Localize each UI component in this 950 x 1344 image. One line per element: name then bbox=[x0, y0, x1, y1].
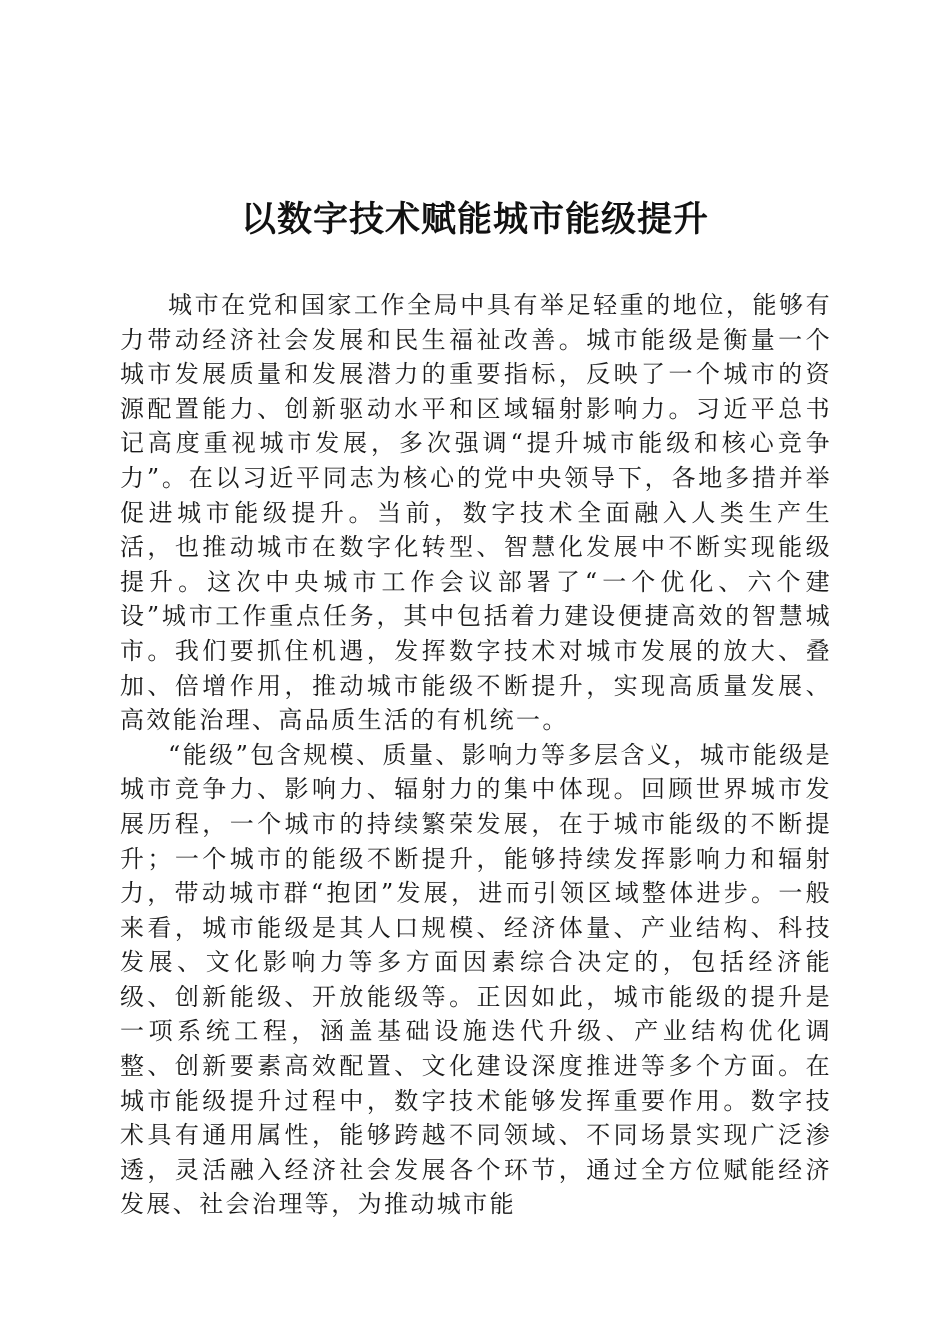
paragraph-2: “能级”包含规模、质量、影响力等多层含义，城市能级是城市竞争力、影响力、辐射力的集中体现。回顾世界城市发展历程，一个城市的持续繁荣发展，在于城市能级的不断提升；一个城市的能级不断提升，能够持续发挥影响力和辐射力，带动城市群“抱团”发展，进而引领区域整体进步。一般来看，城市能级是其人口规模、经济体量、产业结构、科技发展、文化影响力等多方面因素综合决定的，包括经济能级、创新能级、开放能级等。正因如此，城市能级的提升是一项系统工程，涵盖基础设施迭代升级、产业结构优化调整、创新要素高效配置、文化建设深度推进等多个方面。在城市能级提升过程中，数字技术能够发挥重要作用。数字技术具有通用属性，能够跨越不同领域、不同场景实现广泛渗透，灵活融入经济社会发展各个环节，通过全方位赋能经济发展、社会治理等，为推动城市能 bbox=[120, 740, 832, 1219]
document-title: 以数字技术赋能城市能级提升 bbox=[240, 199, 709, 240]
document-body bbox=[120, 288, 832, 1222]
paragraph-1: 城市在党和国家工作全局中具有举足轻重的地位，能够有力带动经济社会发展和民生福祉改善。城市能级是衡量一个城市发展质量和发展潜力的重要指标，反映了一个城市的资源配置能力、创新驱动水平和区域辐射影响力。习近平总书记高度重视城市发展，多次强调“提升城市能级和核心竞争力”。在以习近平同志为核心的党中央领导下，各地多措并举促进城市能级提升。当前，数字技术全面融入人类生产生活，也推动城市在数字化转型、智慧化发展中不断实现能级提升。这次中央城市工作会议部署了“一个优化、六个建设”城市工作重点任务，其中包括着力建设便捷高效的智慧城市。我们要抓住机遇，发挥数字技术对城市发展的放大、叠加、倍增作用，推动城市能级不断提升，实现高质量发展、高效能治理、高品质生活的有机统一。 bbox=[120, 291, 832, 735]
